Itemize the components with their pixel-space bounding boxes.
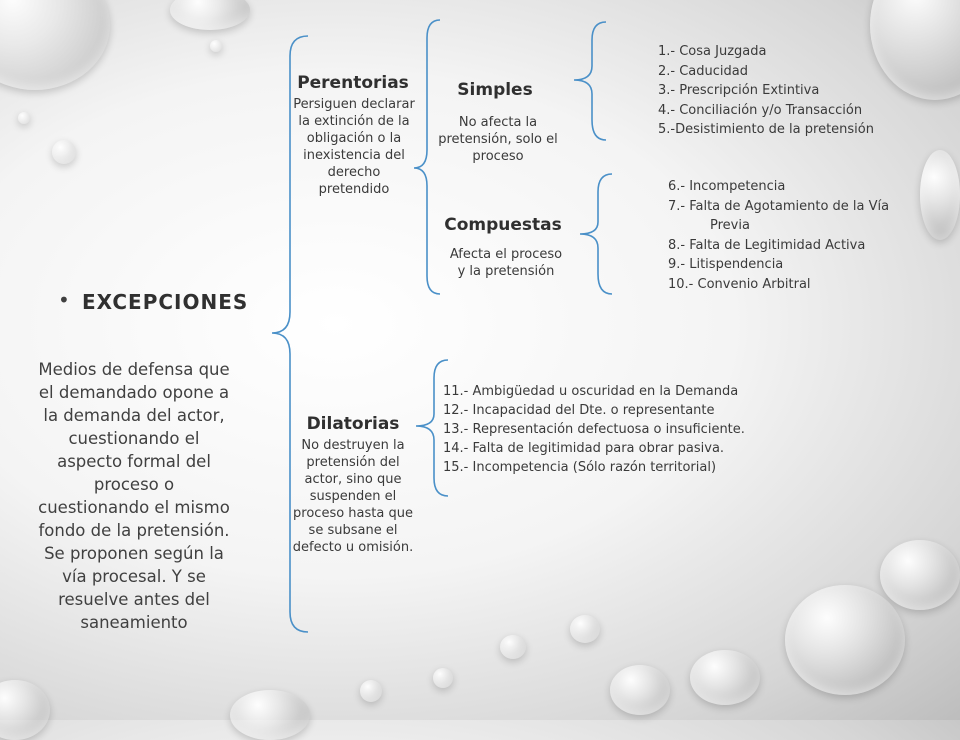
list-item: 3.- Prescripción Extintiva <box>658 83 820 98</box>
simples-heading: Simples <box>457 80 533 100</box>
simples-list <box>658 42 874 140</box>
perentorias-heading: Perentorias <box>297 73 409 93</box>
list-item: 9.- Litispendencia <box>668 257 784 272</box>
list-item: 2.- Caducidad <box>658 63 748 79</box>
list-item: 5.-Desistimiento de la pretensión <box>658 122 874 137</box>
simples-description: No afecta la pretensión, solo el proceso <box>438 115 558 164</box>
simples-bracket <box>574 22 606 140</box>
list-item: 10.- Convenio Arbitral <box>668 276 811 292</box>
perentorias-description: Persiguen declarar la extinción de la obligación o la inexistencia del derecho pretendido <box>293 97 415 197</box>
list-item: 11.- Ambigüedad u oscuridad en la Demanda <box>443 384 739 399</box>
title-bullet: • <box>58 288 70 312</box>
list-item: 1.- Cosa Juzgada <box>658 44 767 59</box>
list-item: 7.- Falta de Agotamiento de la Vía <box>668 198 890 214</box>
list-item: 12.- Incapacidad del Dte. o representante <box>443 403 715 418</box>
dilatorias-heading: Dilatorias <box>306 414 400 434</box>
compuestas-description: Afecta el proceso y la pretensión <box>449 247 563 279</box>
compuestas-bracket <box>580 174 612 294</box>
list-item: 6.- Incompetencia <box>668 179 786 194</box>
list-item: 14.- Falta de legitimidad para obrar pasiva. <box>443 441 725 456</box>
list-item: 8.- Falta de Legitimidad Activa <box>668 237 866 253</box>
list-item: 15.- Incompetencia (Sólo razón territorial) <box>443 460 717 475</box>
list-item: 4.- Conciliación y/o Transacción <box>658 102 863 118</box>
compuestas-list <box>668 177 889 294</box>
page-title: EXCEPCIONES <box>82 290 249 314</box>
list-item: Previa <box>710 218 750 233</box>
dilatorias-description: No destruyen la pretensión del actor, sino que suspenden el proceso hasta que se subsane el defecto u omisión. <box>292 438 414 555</box>
definition-text: Medios de defensa que el demandado opone a la demanda del actor, cuestionando el aspecto formal del proceso o cuestionando el mismo fondo de la pretensión. Se proponen según la vía procesal. Y se resuelve antes del saneamiento <box>38 360 230 632</box>
compuestas-heading: Compuestas <box>444 215 562 235</box>
dilatorias-list <box>443 382 745 477</box>
list-item: 13.- Representación defectuosa o insuficiente. <box>443 422 745 437</box>
